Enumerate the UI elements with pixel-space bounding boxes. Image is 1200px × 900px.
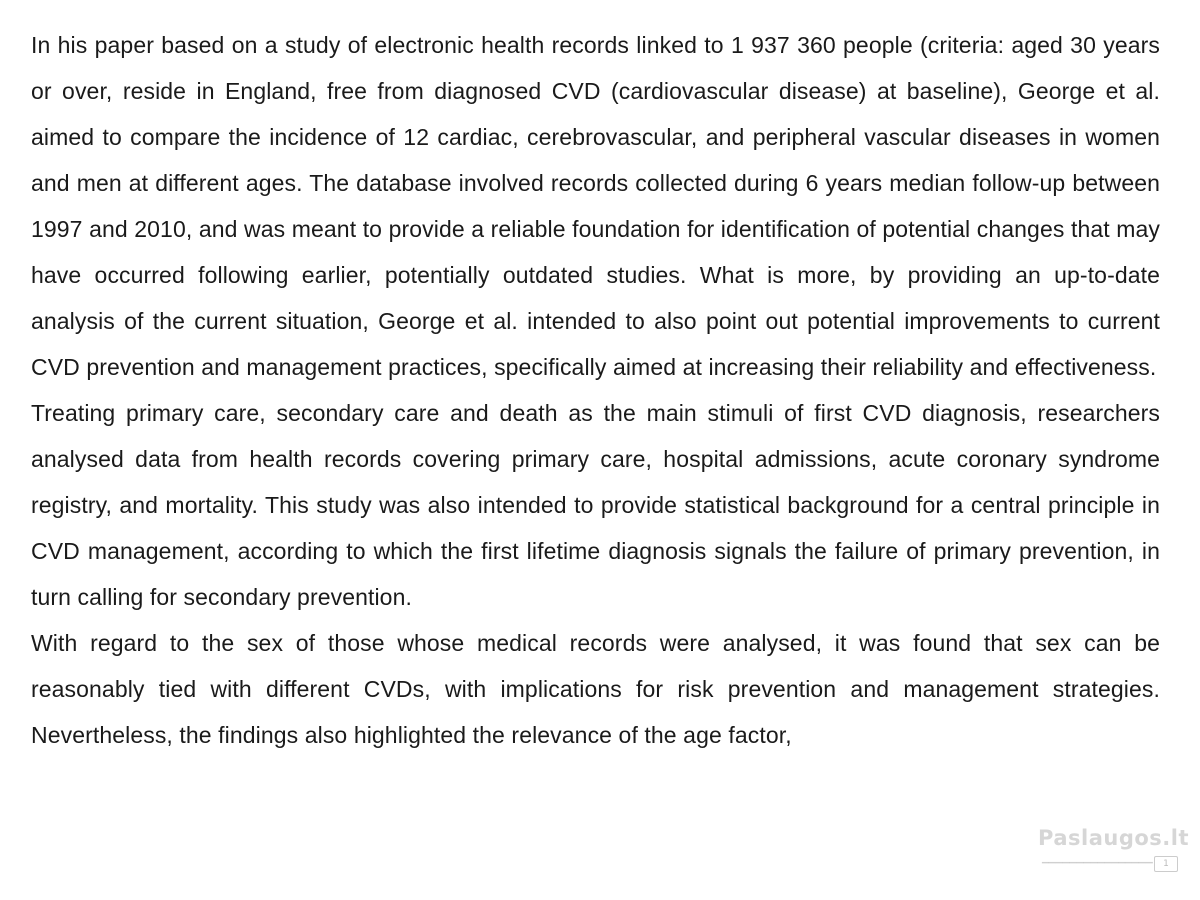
watermark [1034, 826, 1189, 882]
watermark-line-icon: ▁▁▁▁▁▁▁▁▁▁▁▁▁▁▁▁ [1042, 854, 1153, 864]
document-body [31, 22, 1160, 758]
watermark-badge: 1 [1154, 856, 1178, 872]
paragraph-3: With regard to the sex of those whose medical records were analysed, it was found that sex can be reasonably tied with different CVDs, with implications for risk prevention and management strategies. Nevertheless, the findings also highlighted the relevance of the age factor, [31, 630, 1160, 748]
paragraph-1: In his paper based on a study of electronic health records linked to 1 937 360 people (criteria: aged 30 years or over, reside in England, free from diagnosed CVD (cardiovascular disease) at baseline), George et al. aimed to compare the incidence of 12 cardiac, cerebrovascular, and peripheral vascular diseases in women and men at different ages. The database involved records collected during 6 years median follow-up between 1997 and 2010, and was meant to provide a reliable foundation for identification of potential changes that may have occurred following earlier, potentially outdated studies. What is more, by providing an up-to-date analysis of the current situation, George et al. intended to also point out potential improvements to current CVD prevention and management practices, specifically aimed at increasing their reliability and effectiveness. [31, 32, 1160, 380]
watermark-brand: Paslaugos.lt [1038, 826, 1189, 850]
paragraph-2: Treating primary care, secondary care and death as the main stimuli of first CVD diagnosis, researchers analysed data from health records covering primary care, hospital admissions, acute coronary syndrome registry, and mortality. This study was also intended to provide statistical background for a central principle in CVD management, according to which the first lifetime diagnosis signals the failure of primary prevention, in turn calling for secondary prevention. [31, 400, 1160, 610]
